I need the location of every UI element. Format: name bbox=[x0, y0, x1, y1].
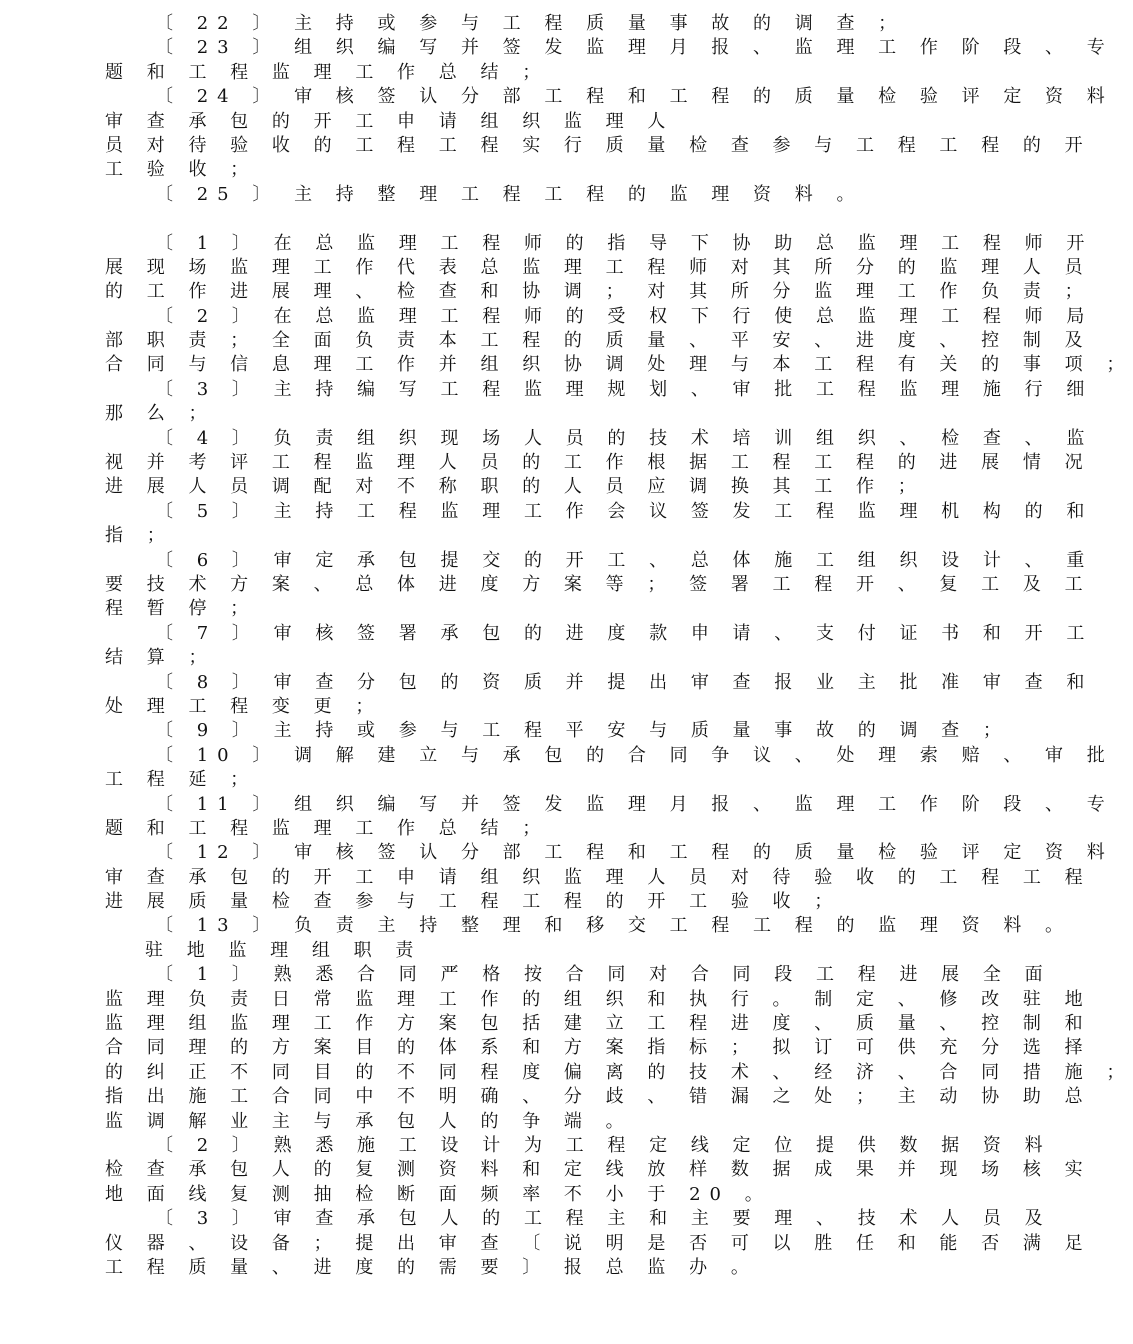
text-line: 合 同 与 信 息 理 工 作 并 组 织 协 调 处 理 与 本 工 程 有 关 的 事 项 ； bbox=[105, 354, 1133, 376]
text-line: 视 并 考 评 工 程 监 理 人 员 的 工 作 根 据 工 程 工 程 的 进 展 情 况 bbox=[105, 452, 1092, 474]
text-line: 〔 2 〕 熟 悉 施 工 设 计 为 工 程 定 线 定 位 提 供 数 据 资 料 bbox=[155, 1134, 1052, 1156]
text-line: 〔 3 〕 主 持 编 写 工 程 监 理 规 划 、 审 批 工 程 监 理 施 行 细 bbox=[155, 378, 1094, 400]
text-line: 〔 7 〕 审 核 签 署 承 包 的 进 度 款 申 请 、 支 付 证 书 和 开 工 bbox=[155, 622, 1094, 644]
text-line: 监 理 负 责 日 常 监 理 工 作 的 组 织 和 执 行 。 制 定 、 修 改 驻 地 bbox=[105, 988, 1092, 1010]
text-line: 〔 8 〕 审 查 分 包 的 资 质 并 提 出 审 查 报 业 主 批 准 审 查 和 bbox=[155, 671, 1094, 693]
text-line: 工 验 收 ； bbox=[105, 159, 258, 181]
text-line: 程 暂 停 ； bbox=[105, 598, 258, 620]
text-line: 要 技 术 方 案 、 总 体 进 度 方 案 等 ； 签 署 工 程 开 、 复 工 及 工 bbox=[105, 573, 1092, 595]
text-line: 进 展 质 量 检 查 参 与 工 程 工 程 的 开 工 验 收 ； bbox=[105, 891, 842, 913]
text-line: 〔 4 〕 负 责 组 织 现 场 人 员 的 技 术 培 训 组 织 、 检 查 、 监 bbox=[155, 427, 1094, 449]
text-line: 〔 1 〕 熟 悉 合 同 严 格 按 合 同 对 合 同 段 工 程 进 展 全 面 bbox=[155, 964, 1052, 986]
text-line: 工 程 延 ； bbox=[105, 769, 258, 791]
text-line: 〔 25 〕 主 持 整 理 工 程 工 程 的 监 理 资 料 。 bbox=[155, 183, 864, 205]
text-line: 指 出 施 工 合 同 中 不 明 确 、 分 歧 、 错 漏 之 处 ； 主 动 协 助 总 bbox=[105, 1086, 1092, 1108]
text-line: 监 理 组 监 理 工 作 方 案 包 括 建 立 工 程 进 度 、 质 量 、 控 制 和 bbox=[105, 1013, 1092, 1035]
text-line: 处 理 工 程 变 更 ； bbox=[105, 695, 383, 717]
text-line: 进 展 人 员 调 配 对 不 称 职 的 人 员 应 调 换 其 工 作 ； bbox=[105, 476, 925, 498]
text-line: 〔 22 〕 主 持 或 参 与 工 程 质 量 事 故 的 调 查 ； bbox=[155, 13, 906, 34]
document-body bbox=[105, 12, 1133, 1280]
text-line: 的 工 作 进 展 理 、 检 查 和 协 调 ； 对 其 所 分 监 理 工 作 负 责 ； bbox=[105, 281, 1092, 303]
text-line: 〔 6 〕 审 定 承 包 提 交 的 开 工 、 总 体 施 工 组 织 设 计 、 重 bbox=[155, 549, 1094, 571]
text-line: 题 和 工 程 监 理 工 作 总 结 ； bbox=[105, 817, 550, 839]
text-line: 〔 5 〕 主 持 工 程 监 理 工 作 会 议 签 发 工 程 监 理 机 构 的 和 bbox=[155, 500, 1094, 522]
section-heading: 驻 地 监 理 组 职 责 bbox=[145, 939, 423, 961]
text-line: 审 查 承 包 的 开 工 申 请 组 织 监 理 人 bbox=[105, 110, 675, 132]
text-line: 〔 2 〕 在 总 监 理 工 程 师 的 受 权 下 行 使 总 监 理 工 程 师 局 bbox=[155, 305, 1094, 327]
text-line: 〔 13 〕 负 责 主 持 整 理 和 移 交 工 程 工 程 的 监 理 资 料 。 bbox=[155, 915, 1073, 937]
text-line: 监 调 解 业 主 与 承 包 人 的 争 端 。 bbox=[105, 1110, 633, 1132]
text-line: 仪 器 、 设 备 ； 提 出 审 查 〔 说 明 是 否 可 以 胜 任 和 能 否 满 足 bbox=[105, 1232, 1092, 1254]
text-line: 工 程 质 量 、 进 度 的 需 要 〕 报 总 监 办 。 bbox=[105, 1256, 758, 1278]
blank-line bbox=[105, 207, 835, 231]
text-line: 展 现 场 监 理 工 作 代 表 总 监 理 工 程 师 对 其 所 分 的 监 理 人 员 bbox=[105, 256, 1092, 278]
text-line: 审 查 承 包 的 开 工 申 请 组 织 监 理 人 员 对 待 验 收 的 工 程 工 程 bbox=[105, 866, 1092, 888]
text-line: 〔 10 〕 调 解 建 立 与 承 包 的 合 同 争 议 、 处 理 索 赔 、 审 批 bbox=[155, 744, 1114, 766]
text-line: 那 么 ； bbox=[105, 403, 216, 425]
text-line: 〔 9 〕 主 持 或 参 与 工 程 平 安 与 质 量 事 故 的 调 查 ； bbox=[155, 720, 1010, 742]
text-line: 结 算 ； bbox=[105, 647, 216, 669]
text-line: 〔 23 〕 组 织 编 写 并 签 发 监 理 月 报 、 监 理 工 作 阶 段 、 专 bbox=[155, 37, 1114, 59]
text-line: 〔 24 〕 审 核 签 认 分 部 工 程 和 工 程 的 质 量 检 验 评 定 资 料 bbox=[155, 86, 1114, 108]
text-line: 检 查 承 包 人 的 复 测 资 料 和 定 线 放 样 数 据 成 果 并 现 场 核 实 bbox=[105, 1159, 1092, 1181]
text-line: 指 ； bbox=[105, 525, 174, 547]
text-line: 员 对 待 验 收 的 工 程 工 程 实 行 质 量 检 查 参 与 工 程 工 程 的 开 bbox=[105, 134, 1092, 156]
text-line: 部 职 责 ； 全 面 负 责 本 工 程 的 质 量 、 平 安 、 进 度 、 控 制 及 bbox=[105, 330, 1092, 352]
text-line: 〔 12 〕 审 核 签 认 分 部 工 程 和 工 程 的 质 量 检 验 评 定 资 料 bbox=[155, 842, 1114, 864]
text-line: 〔 11 〕 组 织 编 写 并 签 发 监 理 月 报 、 监 理 工 作 阶 段 、 专 bbox=[155, 793, 1114, 815]
text-line: 题 和 工 程 监 理 工 作 总 结 ； bbox=[105, 61, 550, 83]
text-line: 〔 3 〕 审 查 承 包 人 的 工 程 主 和 主 要 理 、 技 术 人 员 及 bbox=[155, 1208, 1052, 1230]
text-line: 〔 1 〕 在 总 监 理 工 程 师 的 指 导 下 协 助 总 监 理 工 程 师 开 bbox=[155, 232, 1094, 254]
text-line: 地 面 线 复 测 抽 检 断 面 频 率 不 小 于 20 。 bbox=[105, 1183, 772, 1205]
text-line: 的 纠 正 不 同 目 的 不 同 程 度 偏 离 的 技 术 、 经 济 、 合 同 措 施 ； bbox=[105, 1061, 1133, 1083]
text-line: 合 同 理 的 方 案 目 的 体 系 和 方 案 指 标 ； 拟 订 可 供 充 分 选 择 bbox=[105, 1037, 1092, 1059]
